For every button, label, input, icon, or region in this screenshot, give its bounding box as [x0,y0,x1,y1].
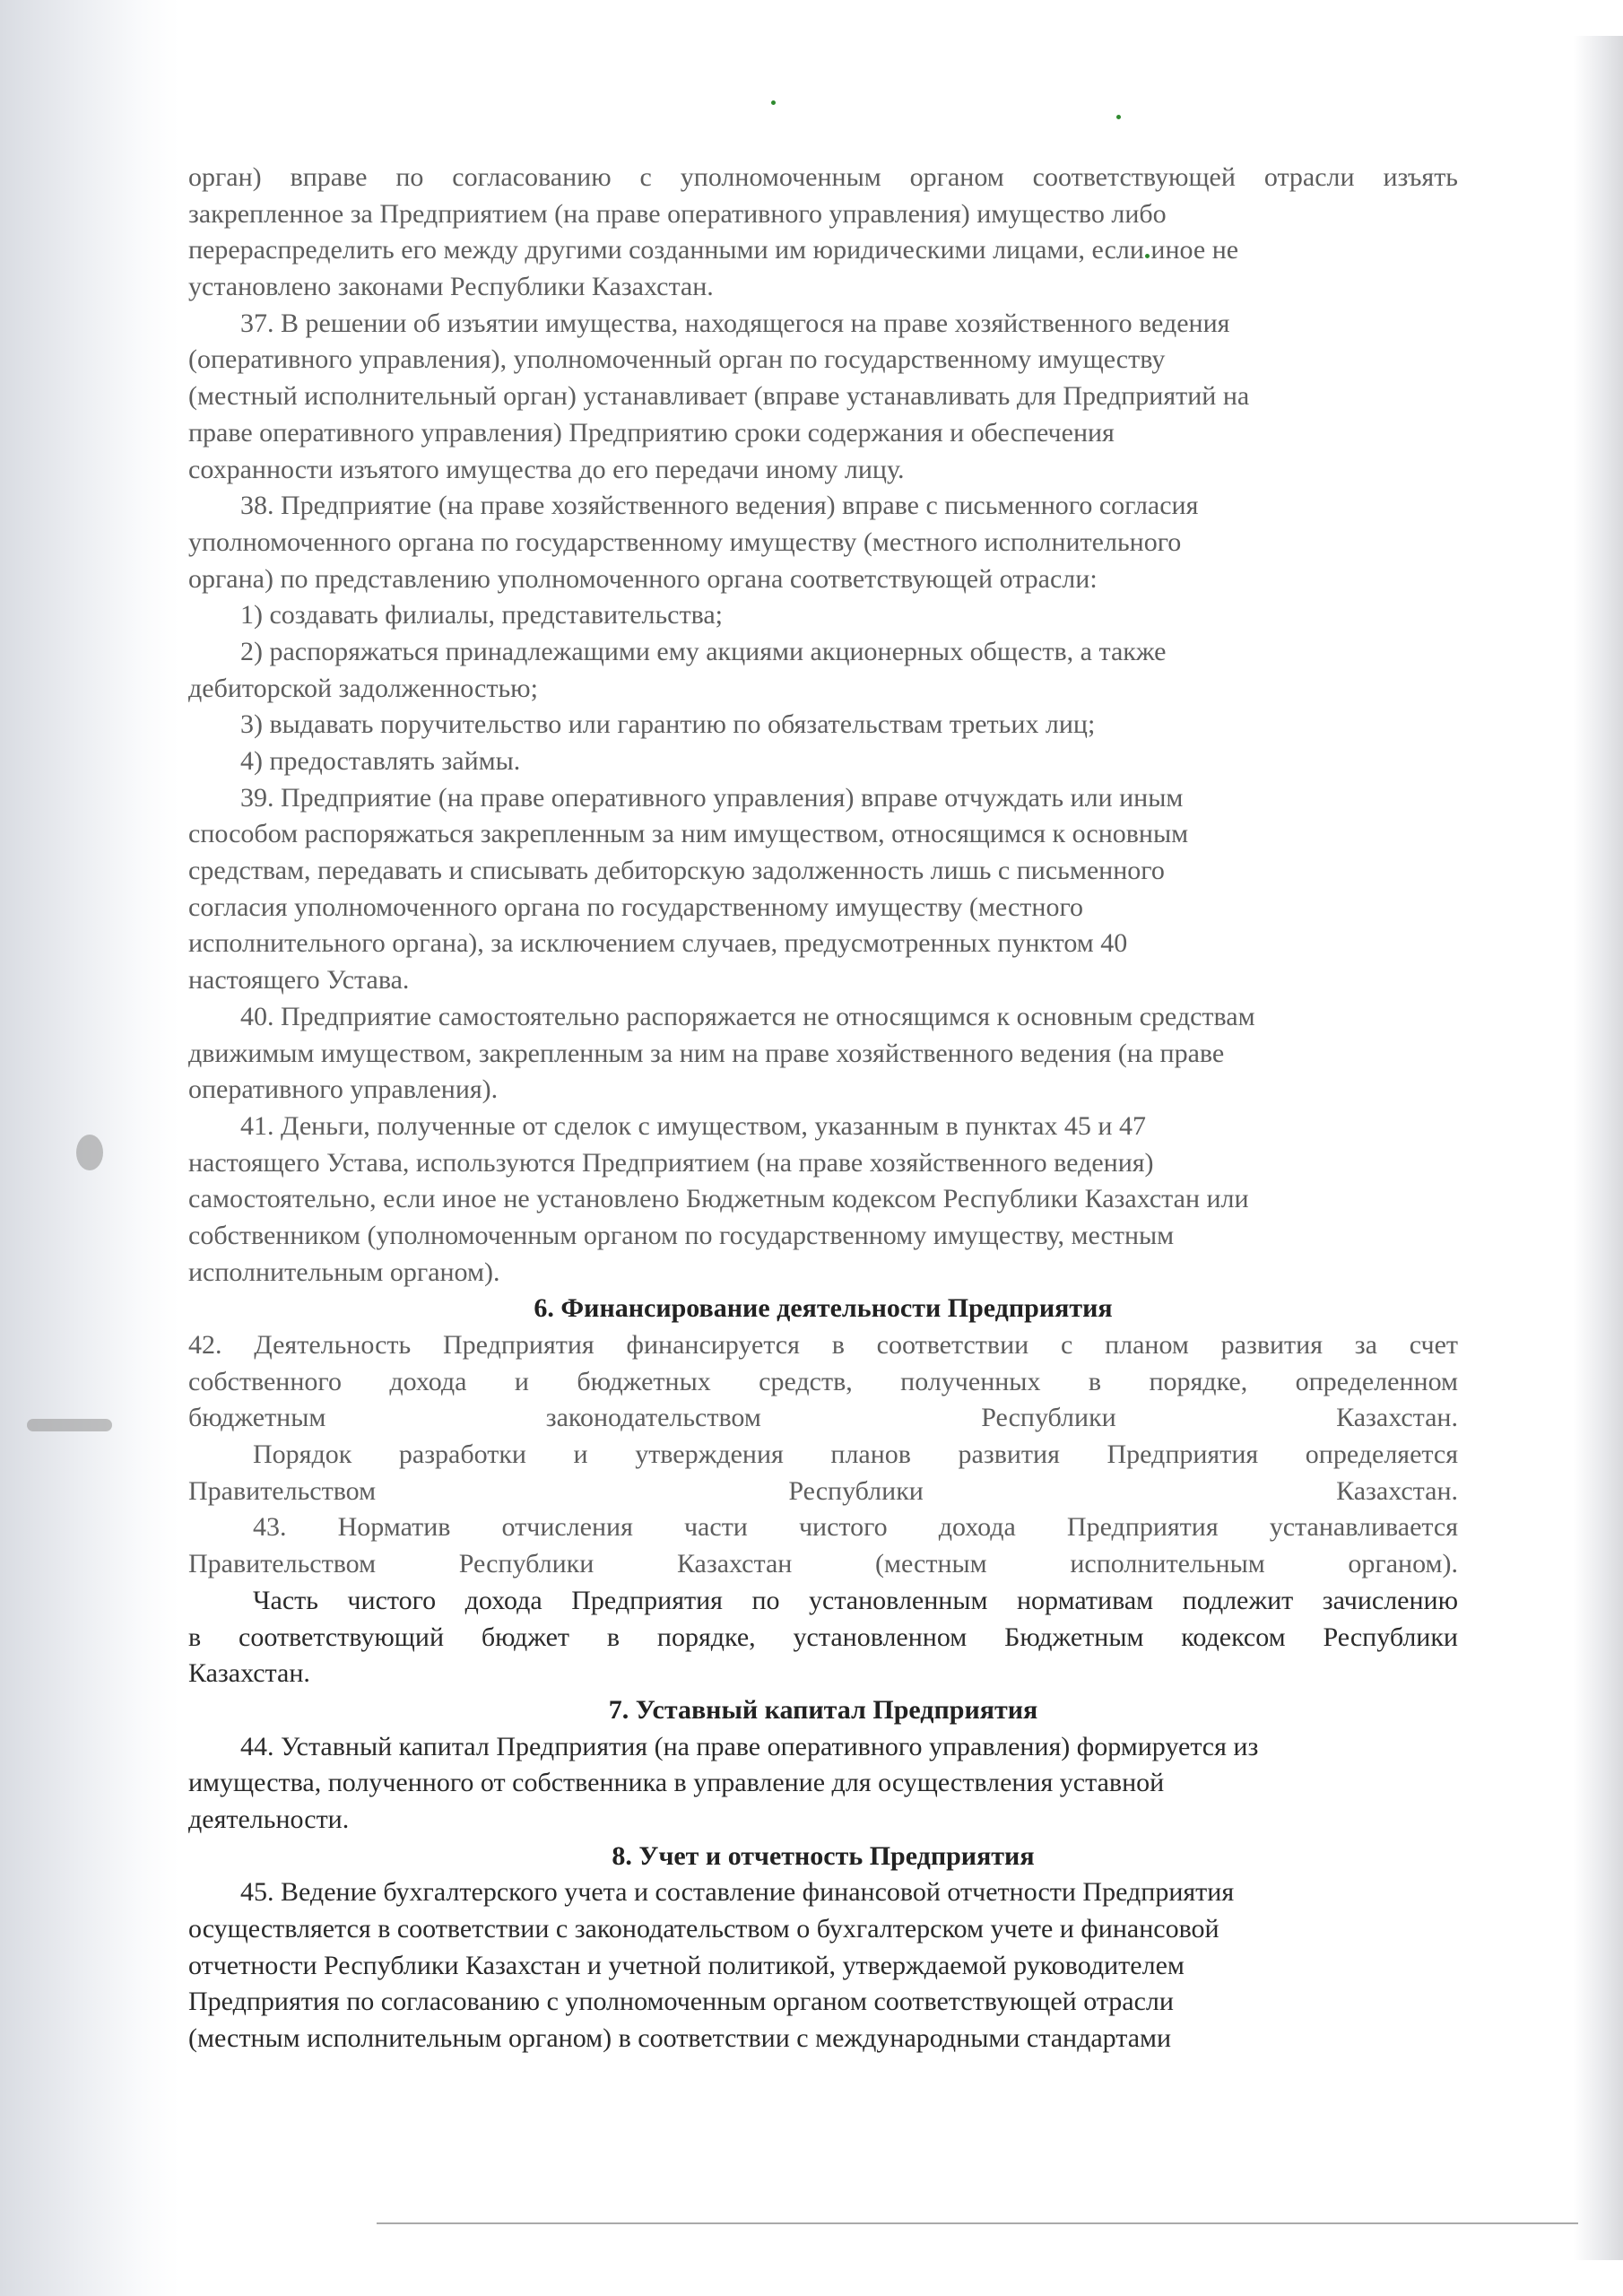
document-body [188,160,1458,2057]
text-line: настоящего Устава, используются Предприятием (на праве хозяйственного ведения) [188,1147,1154,1178]
text-line: сохранности изъятого имущества до его передачи иному лицу. [188,454,905,484]
text-line: Казахстан. [188,1658,310,1689]
text-line: осуществляется в соответствии с законодательством о бухгалтерском учете и финансовой [188,1914,1219,1944]
text-line: оперативного управления). [188,1074,499,1105]
text-line: имущества, полученного от собственника в управление для осуществления уставной [188,1768,1165,1798]
text-line: Предприятия по согласованию с уполномоченным органом соответствующей отрасли [188,1987,1174,2017]
text-line: 44. Уставный капитал Предприятия (на праве оперативного управления) формируется из [240,1731,1259,1761]
scan-shadow-right [1574,36,1623,2260]
text-line: органа) по представлению уполномоченного органа соответствующей отрасли: [188,563,1098,594]
text-line: (оперативного управления), уполномоченный орган по государственному имуществу [188,344,1166,375]
text-line: (местный исполнительный орган) устанавливает (вправе устанавливать для Предприятий на [188,381,1250,412]
text-line: 3) выдавать поручительство или гарантию по обязательствам третьих лиц; [240,709,1096,740]
section-heading: 6. Финансирование деятельности Предприятия [534,1293,1113,1324]
text-line: согласия уполномоченного органа по государственному имуществу (местного [188,891,1083,922]
text-line: исполнительным органом). [188,1257,500,1287]
scan-speck [1116,115,1121,119]
text-line: 43. Норматив отчисления части чистого дохода Предприятия устанавливается [253,1512,1458,1543]
scan-blot [76,1135,103,1170]
text-line: 39. Предприятие (на праве оперативного управления) вправе отчуждать или иным [240,782,1184,813]
section-heading: 8. Учет и отчетность Предприятия [612,1840,1035,1871]
text-line: дебиторской задолженностью; [188,673,538,703]
scan-blot [27,1419,112,1431]
text-line: отчетности Республики Казахстан и учетной политикой, утверждаемой руководителем [188,1950,1185,1980]
text-line: 40. Предприятие самостоятельно распоряжается не относящимся к основным средствам [240,1001,1255,1031]
scan-edge-line [377,2222,1578,2224]
text-line: Порядок разработки и утверждения планов развития Предприятия определяется [253,1439,1458,1470]
text-line: 45. Ведение бухгалтерского учета и составление финансовой отчетности Предприятия [240,1877,1235,1908]
text-line: перераспределить его между другими созданными им юридическими лицами, если иное не [188,235,1239,265]
text-line: 37. В решении об изъятии имущества, находящегося на праве хозяйственного ведения [240,308,1230,338]
text-line: 2) распоряжаться принадлежащими ему акциями акционерных обществ, а также [240,636,1167,666]
text-line: самостоятельно, если иное не установлено Бюджетным кодексом Республики Казахстан или [188,1184,1249,1214]
text-line: движимым имуществом, закрепленным за ним на праве хозяйственного ведения (на праве [188,1038,1225,1068]
scan-speck [771,100,776,105]
text-line: способом распоряжаться закрепленным за ним имуществом, относящимся к основным [188,819,1189,849]
text-line: средствам, передавать и списывать дебиторскую задолженность лишь с письменного [188,856,1165,886]
text-line: настоящего Устава. [188,965,410,996]
text-line: 1) создавать филиалы, представительства; [240,600,724,631]
text-line: Правительством Республики Казахстан. [188,1475,1458,1506]
text-line: орган) вправе по согласованию с уполномоченным органом соответствующей отрасли изъять [188,162,1458,192]
text-line: бюджетным законодательством Республики Казахстан. [188,1403,1458,1433]
text-line: 41. Деньги, полученные от сделок с имуществом, указанным в пунктах 45 и 47 [240,1110,1146,1141]
text-line: (местным исполнительным органом) в соответствии с международными стандартами [188,2023,1172,2054]
section-heading: 7. Уставный капитал Предприятия [608,1694,1038,1725]
text-line: установлено законами Республики Казахстан. [188,272,714,302]
text-line: закрепленное за Предприятием (на праве оперативного управления) имущество либо [188,198,1167,229]
text-line: 42. Деятельность Предприятия финансируется в соответствии с планом развития за счет [188,1330,1458,1360]
text-line: Часть чистого дохода Предприятия по установленным нормативам подлежит зачислению [253,1585,1458,1615]
text-line: 38. Предприятие (на праве хозяйственного ведения) вправе с письменного согласия [240,491,1199,521]
text-line: собственником (уполномоченным органом по государственному имуществу, местным [188,1220,1175,1250]
text-line: праве оперативного управления) Предприятию сроки содержания и обеспечения [188,417,1115,448]
text-line: в соответствующий бюджет в порядке, установленном Бюджетным кодексом Республики [188,1622,1458,1652]
text-line: исполнительного органа), за исключением случаев, предусмотренных пунктом 40 [188,928,1128,959]
text-line: 4) предоставлять займы. [240,746,521,776]
text-line: Правительством Республики Казахстан (местным исполнительным органом). [188,1549,1458,1579]
text-line: собственного дохода и бюджетных средств, полученных в порядке, определенном [188,1366,1458,1396]
text-line: деятельности. [188,1804,350,1834]
text-line: уполномоченного органа по государственному имуществу (местного исполнительного [188,526,1182,557]
